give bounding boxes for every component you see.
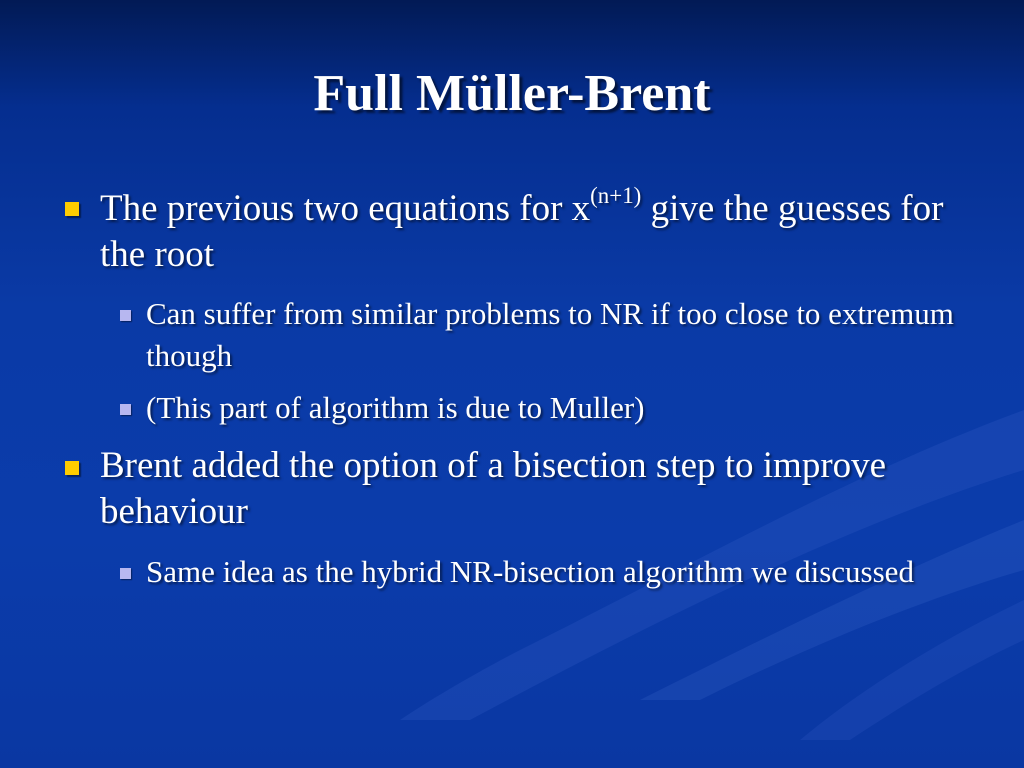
sub-bullet-1-2: (This part of algorithm is due to Muller) — [146, 390, 645, 425]
sub-bullet-1-1: Can suffer from similar problems to NR if too close to extremum though — [146, 296, 954, 373]
bullet-1-text: The previous two equations for x — [100, 188, 591, 229]
sub-bullet-marker-1-2 — [120, 404, 131, 415]
bullet-marker-1 — [65, 202, 79, 216]
sub-bullet-marker-1-1 — [120, 310, 131, 321]
bullet-1-superscript: (n+1) — [590, 182, 642, 208]
bullet-1 — [100, 182, 980, 278]
sub-bullet-2-1: Same idea as the hybrid NR-bisection algorithm we discussed — [146, 554, 914, 589]
bullet-marker-2 — [65, 461, 79, 475]
bullet-2: Brent added the option of a bisection step to improve behaviour — [100, 445, 887, 532]
sub-bullet-marker-2-1 — [120, 568, 131, 579]
slide-title: Full Müller-Brent — [313, 65, 711, 122]
bullet-1-text-after: give the guesses for the root — [100, 188, 944, 275]
